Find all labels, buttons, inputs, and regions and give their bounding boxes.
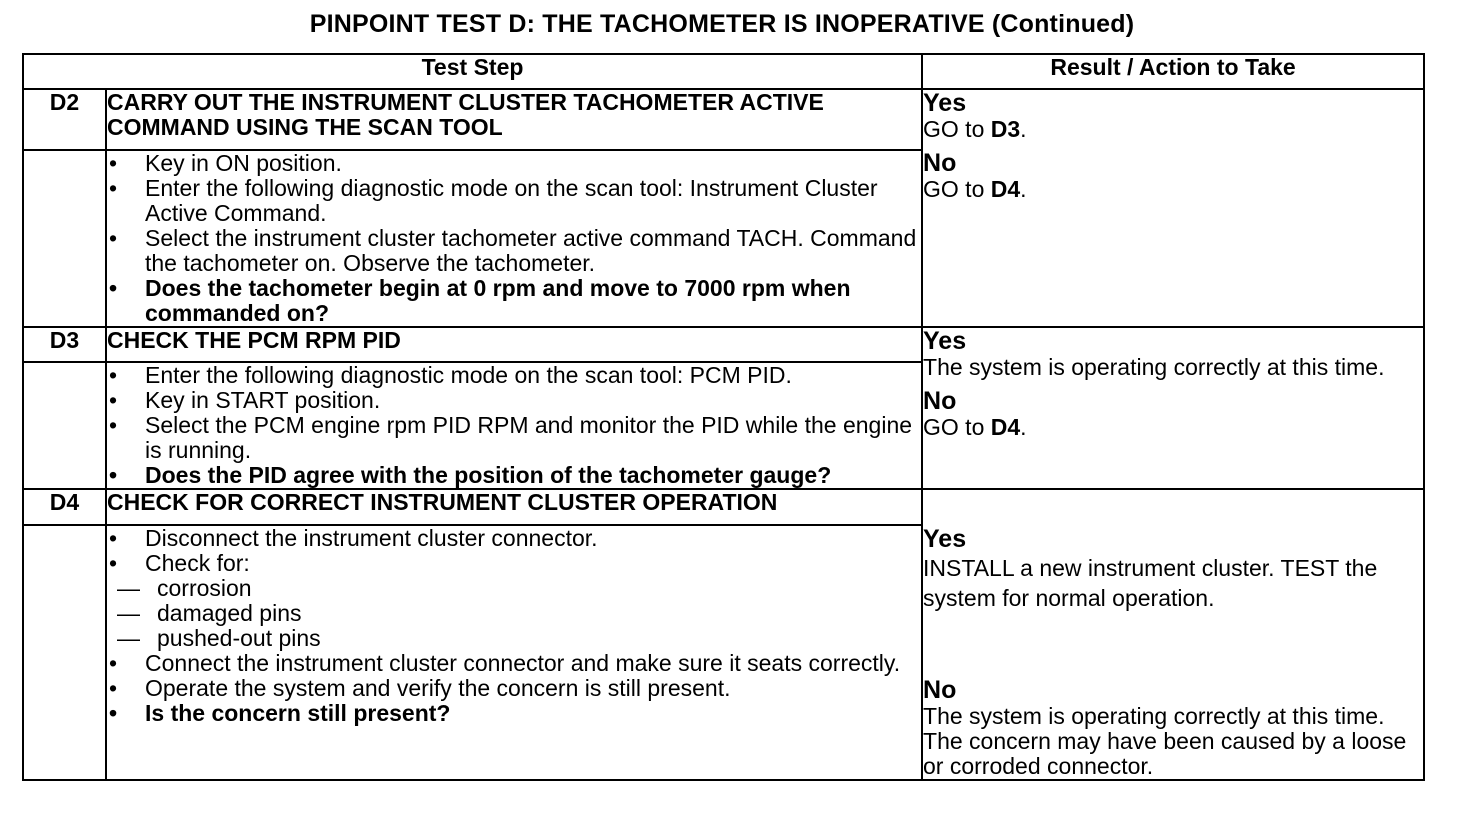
step-title: CARRY OUT THE INSTRUMENT CLUSTER TACHOMETER ACTIVE COMMAND USING THE SCAN TOOL xyxy=(106,89,922,150)
step-id-spacer xyxy=(23,150,106,327)
list-item: • Connect the instrument cluster connector and make sure it seats correctly. xyxy=(109,649,901,676)
step-question: • Does the tachometer begin at 0 rpm and move to 7000 rpm when commanded on? xyxy=(109,275,851,326)
goto-step-link: D4 xyxy=(990,176,1021,202)
no-label: No xyxy=(923,149,957,177)
yes-label: Yes xyxy=(923,327,967,355)
list-item: • Enter the following diagnostic mode on the scan tool: Instrument Cluster Active Command. xyxy=(109,175,878,226)
step-d4-title-row xyxy=(23,489,1424,525)
step-question: • Does the PID agree with the position of the tachometer gauge? xyxy=(109,462,832,488)
check-sublist xyxy=(107,576,921,651)
yes-label: Yes xyxy=(923,89,967,117)
goto-step-link: D3 xyxy=(990,116,1021,142)
list-item: • Check for: — corrosion — damaged pins — pushed-out pins xyxy=(107,551,921,651)
yes-action: INSTALL a new instrument cluster. TEST the system for normal operation. xyxy=(923,555,1378,611)
no-action: GO to D4. xyxy=(923,414,1027,440)
step-title: CHECK THE PCM RPM PID xyxy=(106,327,922,362)
no-action: The system is operating correctly at this time. The concern may have been caused by a loose or corroded connector. xyxy=(923,703,1407,779)
header-result-action: Result / Action to Take xyxy=(922,54,1424,89)
step-question: • Is the concern still present? xyxy=(109,699,451,726)
step-id: D4 xyxy=(23,489,106,525)
step-id-spacer xyxy=(23,362,106,489)
yes-action: GO to D3. xyxy=(923,116,1027,142)
step-id: D3 xyxy=(23,327,106,362)
step-d3-result xyxy=(922,327,1424,489)
no-action: GO to D4. xyxy=(923,176,1027,202)
sublist-item: — damaged pins xyxy=(117,599,302,626)
step-d2-result xyxy=(922,89,1424,327)
step-instructions xyxy=(106,525,922,780)
step-instructions xyxy=(106,362,922,489)
no-label: No xyxy=(923,387,957,415)
page-title: PINPOINT TEST D: THE TACHOMETER IS INOPERATIVE (Continued) xyxy=(309,10,1135,38)
step-d3-title-row xyxy=(23,327,1424,362)
no-label: No xyxy=(923,676,957,704)
step-id-spacer xyxy=(23,525,106,780)
pinpoint-test-table xyxy=(22,53,1425,781)
list-item: • Disconnect the instrument cluster connector. xyxy=(109,524,598,551)
sublist-item: — pushed-out pins xyxy=(117,624,321,651)
sublist-item: — corrosion xyxy=(117,574,252,601)
step-title: CHECK FOR CORRECT INSTRUMENT CLUSTER OPERATION xyxy=(106,489,922,525)
yes-label: Yes xyxy=(923,525,967,553)
step-d2-title-row xyxy=(23,89,1424,150)
list-item: • Key in START position. xyxy=(109,387,381,413)
step-id: D2 xyxy=(23,89,106,150)
step-instructions xyxy=(106,150,922,327)
goto-step-link: D4 xyxy=(990,414,1021,440)
table-header-row xyxy=(23,54,1424,89)
header-test-step: Test Step xyxy=(23,54,922,89)
step-d4-result xyxy=(922,489,1424,780)
list-item: • Select the instrument cluster tachometer active command TACH. Command the tachometer on. Observe the tachometer. xyxy=(109,225,917,276)
list-item: • Enter the following diagnostic mode on the scan tool: PCM PID. xyxy=(109,362,792,388)
list-item: • Key in ON position. xyxy=(109,150,342,176)
yes-action: The system is operating correctly at this time. xyxy=(923,354,1385,380)
list-item: • Operate the system and verify the concern is still present. xyxy=(109,674,731,701)
list-item: • Select the PCM engine rpm PID RPM and monitor the PID while the engine is running. xyxy=(109,412,913,463)
